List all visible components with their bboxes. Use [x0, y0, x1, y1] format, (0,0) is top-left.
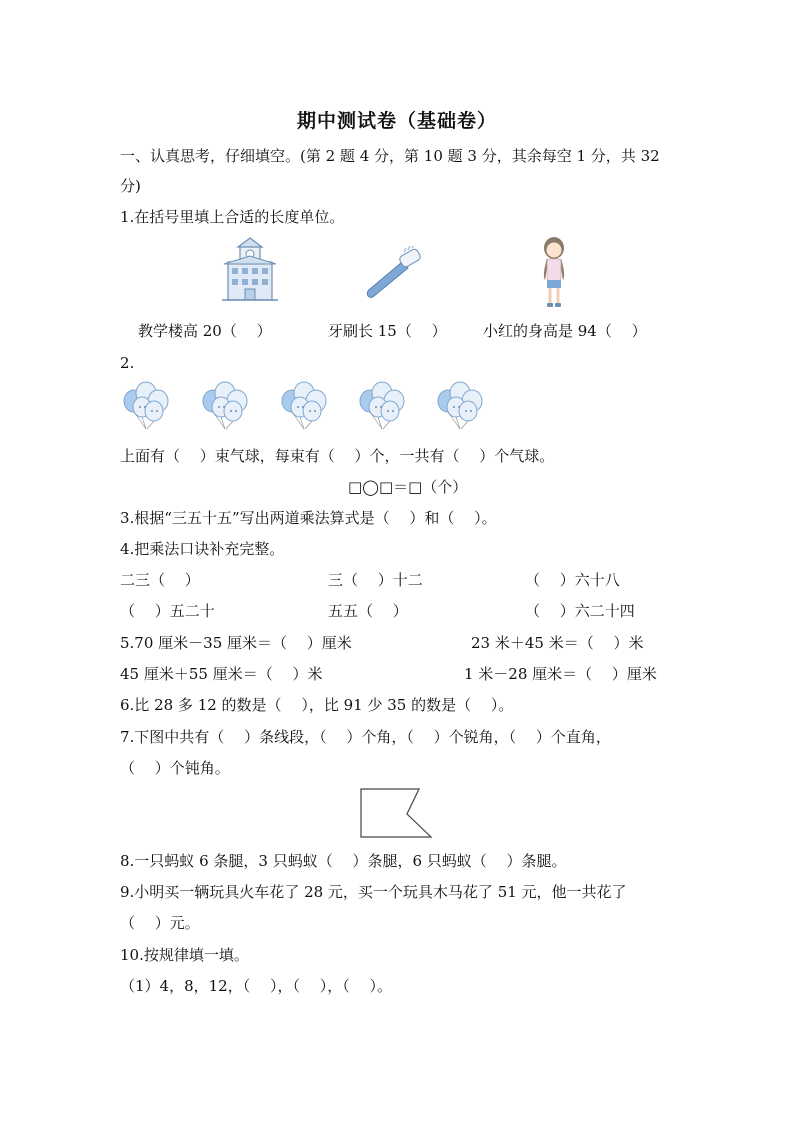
balloon-bunch-icon [434, 379, 484, 431]
page-title: 期中测试卷（基础卷） [296, 110, 497, 132]
q8-text: 8.一只蚂蚁 6 条腿，3 只蚂蚁（ ）条腿，6 只蚂蚁（ ）条腿。 [120, 852, 567, 870]
girl-icon [536, 236, 572, 310]
q4-text: 4.把乘法口诀补充完整。 [120, 540, 285, 558]
q5-item-a: 5.70 厘米－35 厘米＝（ ）厘米 [120, 634, 352, 652]
q5-item-c: 45 厘米＋55 厘米＝（ ）米 [120, 665, 323, 683]
q4-blank-d: （ ）五二十 [120, 602, 215, 620]
balloon-bunch-icon [278, 379, 328, 431]
balloon-bunch-icon [120, 379, 170, 431]
q1-item-toothbrush: 牙刷长 15（ ） [328, 322, 447, 340]
q2-number: 2. [120, 354, 135, 372]
section1-heading-cont: 分) [120, 177, 141, 195]
balloon-bunch-icon [199, 379, 249, 431]
flag-shape-figure [358, 786, 436, 842]
q1-item-girl: 小红的身高是 94（ ） [483, 322, 647, 340]
q10-sub1: （1）4，8，12，（ ），（ ），（ ）。 [120, 977, 393, 995]
q1-text: 1.在括号里填上合适的长度单位。 [120, 208, 345, 226]
q4-blank-b: 三（ ）十二 [328, 571, 423, 589]
q5-item-b: 23 米＋45 米＝（ ）米 [471, 634, 644, 652]
q9-text-cont: （ ）元。 [120, 914, 200, 932]
q5-item-d: 1 米－28 厘米＝（ ）厘米 [464, 665, 657, 683]
q4-blank-a: 二三（ ） [120, 571, 200, 589]
q3-text: 3.根据“三五十五”写出两道乘法算式是（ ）和（ ）。 [120, 509, 497, 527]
q2-formula: □◯□＝□（个） [348, 478, 468, 496]
q2-text: 上面有（ ）束气球，每束有（ ）个，一共有（ ）个气球。 [120, 447, 555, 465]
q7-text-cont: （ ）个钝角。 [120, 759, 230, 777]
balloon-bunch-icon [356, 379, 406, 431]
q4-blank-f: （ ）六二十四 [525, 602, 635, 620]
q4-blank-c: （ ）六十八 [525, 571, 620, 589]
q4-blank-e: 五五（ ） [328, 602, 408, 620]
q1-item-building: 教学楼高 20（ ） [138, 322, 272, 340]
q6-text: 6.比 28 多 12 的数是（ ），比 91 少 35 的数是（ ）。 [120, 696, 514, 714]
school-building-icon [220, 236, 280, 304]
q10-text: 10.按规律填一填。 [120, 946, 249, 964]
section1-heading: 一、认真思考，仔细填空。(第 2 题 4 分，第 10 题 3 分，其余每空 1 分，共 32 [120, 147, 660, 165]
toothbrush-icon [362, 246, 424, 302]
q7-text: 7.下图中共有（ ）条线段，（ ）个角，（ ）个锐角，（ ）个直角， [120, 728, 611, 746]
q9-text: 9.小明买一辆玩具火车花了 28 元，买一个玩具木马花了 51 元，他一共花了 [120, 883, 627, 901]
